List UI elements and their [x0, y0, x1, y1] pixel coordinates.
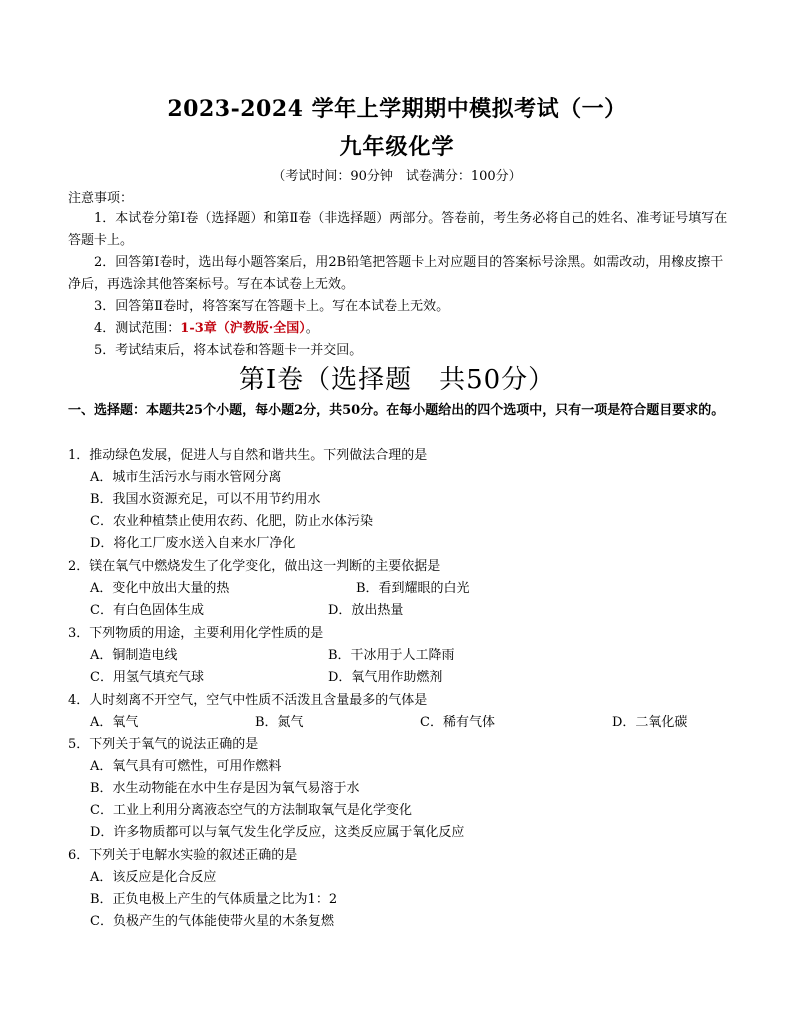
note-item: 4．测试范围：1-3章（沪教版·全国）。 — [94, 321, 319, 336]
option: A．铜制造电线 — [90, 648, 178, 663]
option: A．城市生活污水与雨水管网分离 — [90, 470, 282, 485]
question-stem: 5．下列关于氧气的说法正确的是 — [68, 737, 259, 752]
option: C．用氢气填充气球 — [90, 670, 204, 685]
option: B．氮气 — [255, 715, 304, 730]
option: B．干冰用于人工降雨 — [328, 648, 455, 663]
notes-heading: 注意事项： — [68, 191, 134, 206]
question-stem: 6．下列关于电解水实验的叙述正确的是 — [68, 848, 298, 863]
section-title: 第Ⅰ卷（选择题 共50分） — [238, 365, 556, 395]
question-stem: 4．人时刻离不开空气，空气中性质不活泼且含量最多的气体是 — [68, 693, 428, 708]
option: C．工业上利用分离液态空气的方法制取氧气是化学变化 — [90, 803, 412, 818]
option: D．二氧化碳 — [612, 715, 688, 730]
option: B．我国水资源充足，可以不用节约用水 — [90, 492, 321, 507]
test-scope: 1-3章（沪教版·全国） — [180, 321, 306, 336]
option: C．农业种植禁止使用农药、化肥，防止水体污染 — [90, 514, 373, 529]
option: D．氧气用作助燃剂 — [328, 670, 443, 685]
note-item: 5．考试结束后，将本试卷和答题卡一并交回。 — [94, 343, 363, 358]
option: D．将化工厂废水送入自来水厂净化 — [90, 536, 296, 551]
option: D．放出热量 — [328, 603, 404, 618]
option: B．看到耀眼的白光 — [356, 581, 470, 596]
exam-meta: （考试时间：90分钟 试卷满分：100分） — [272, 169, 522, 184]
question-stem: 1．推动绿色发展，促进人与自然和谐共生。下列做法合理的是 — [68, 448, 428, 463]
exam-subtitle: 九年级化学 — [339, 134, 455, 160]
option: C．负极产生的气体能使带火星的木条复燃 — [90, 914, 334, 929]
option: D．许多物质都可以与氧气发生化学反应，这类反应属于氧化反应 — [90, 825, 465, 840]
note-item: 3．回答第Ⅱ卷时，将答案写在答题卡上。写在本试卷上无效。 — [94, 299, 450, 314]
note-item: 1．本试卷分第Ⅰ卷（选择题）和第Ⅱ卷（非选择题）两部分。答卷前，考生务必将自己的姓名、准考证号填写在答题卡上。 — [68, 211, 728, 248]
option: C．稀有气体 — [420, 715, 495, 730]
option: B．水生动物能在水中生存是因为氧气易溶于水 — [90, 781, 360, 796]
option: A．氧气 — [90, 715, 139, 730]
note-item: 2．回答第Ⅰ卷时，选出每小题答案后，用2B铅笔把答题卡上对应题目的答案标号涂黑。如需改动，用橡皮擦干净后，再选涂其他答案标号。写在本试卷上无效。 — [68, 255, 724, 292]
option: B．正负电极上产生的气体质量之比为1：2 — [90, 892, 338, 907]
exam-title: 2023-2024 学年上学期期中模拟考试（一） — [167, 96, 627, 122]
option: A．氧气具有可燃性，可用作燃料 — [90, 759, 282, 774]
question-stem: 2．镁在氧气中燃烧发生了化学变化，做出这一判断的主要依据是 — [68, 559, 441, 574]
option: A．该反应是化合反应 — [90, 870, 217, 885]
question-stem: 3．下列物质的用途，主要利用化学性质的是 — [68, 626, 324, 641]
option: A．变化中放出大量的热 — [90, 581, 230, 596]
section-intro: 一、选择题：本题共25个小题，每小题2分，共50分。在每小题给出的四个选项中，只有一项是符合题目要求的。 — [68, 403, 725, 418]
option: C．有白色固体生成 — [90, 603, 204, 618]
